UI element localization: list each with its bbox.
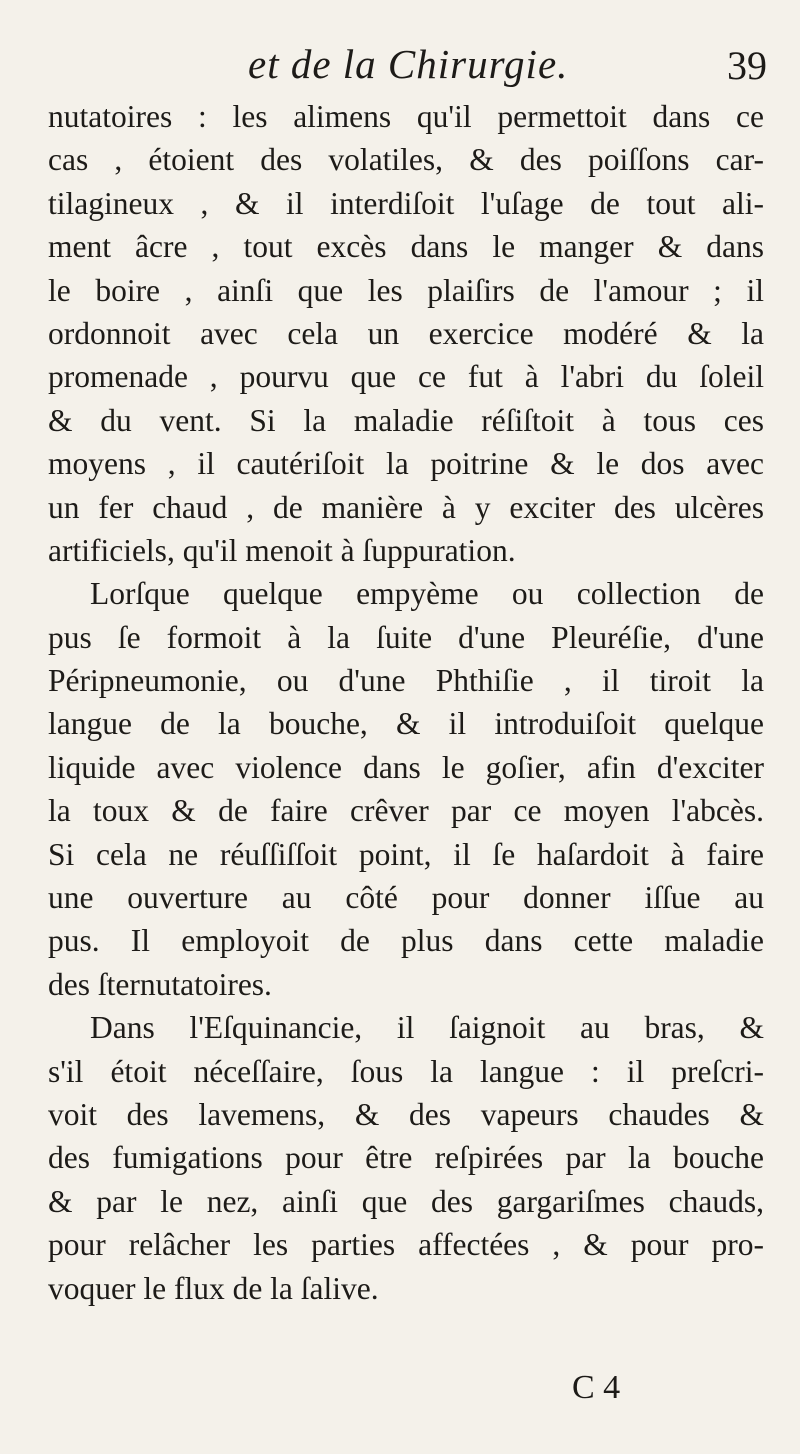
text-line: des fumigations pour être reſpirées par la bouche	[48, 1140, 764, 1176]
text-line: artificiels, qu'il menoit à ſuppuration.	[48, 532, 516, 568]
signature-mark: C 4	[572, 1369, 621, 1406]
text-line: pus ſe formoit à la ſuite d'une Pleuréſie, d'une	[48, 619, 764, 655]
text-line: Lorſque quelque empyème ou collection de	[90, 576, 764, 612]
text-line: nutatoires : les alimens qu'il permettoit dans ce	[48, 99, 764, 134]
text-line: & par le nez, ainſi que des gargariſmes chauds,	[48, 1183, 764, 1219]
text-line: & du vent. Si la maladie réſiſtoit à tous ces	[48, 402, 764, 438]
text-line: moyens , il cautériſoit la poitrine & le dos avec	[48, 446, 764, 482]
text-line: s'il étoit néceſſaire, ſous la langue : il preſcri-	[48, 1053, 764, 1089]
text-line: pus. Il employoit de plus dans cette maladie	[48, 923, 764, 959]
text-line: Si cela ne réuſſiſſoit point, il ſe haſardoit à faire	[48, 836, 764, 872]
text-line: Dans l'Eſquinancie, il ſaignoit au bras, &	[90, 1010, 764, 1046]
text-line: la toux & de faire crêver par ce moyen l'abcès.	[48, 793, 764, 829]
text-line: langue de la bouche, & il introduiſoit quelque	[48, 706, 764, 742]
text-line: liquide avec violence dans le goſier, afin d'exciter	[48, 749, 764, 785]
text-line: tilagineux , & il interdiſoit l'uſage de tout ali-	[48, 185, 764, 221]
text-line: pour relâcher les parties affectées , & pour pro-	[48, 1227, 764, 1263]
running-title: et de la Chirurgie.	[248, 41, 569, 87]
text-line: le boire , ainſi que les plaiſirs de l'amour ; il	[48, 272, 764, 308]
body-text	[48, 95, 764, 1310]
text-line: une ouverture au côté pour donner iſſue au	[48, 880, 764, 916]
text-line: voit des lavemens, & des vapeurs chaudes &	[48, 1096, 764, 1132]
text-line: promenade , pourvu que ce fut à l'abri du ſoleil	[48, 359, 764, 395]
text-line: voquer le flux de la ſalive.	[48, 1270, 379, 1306]
text-line: un fer chaud , de manière à y exciter des ulcères	[48, 489, 764, 525]
text-line: Péripneumonie, ou d'une Phthiſie , il tiroit la	[48, 663, 764, 699]
running-head	[0, 40, 800, 90]
page-number: 39	[727, 43, 767, 88]
text-line: ment âcre , tout excès dans le manger & dans	[48, 229, 764, 265]
text-line: cas , étoient des volatiles, & des poiſſons car-	[48, 142, 764, 178]
text-line: des ſternutatoires.	[48, 966, 272, 1002]
text-line: ordonnoit avec cela un exercice modéré & la	[48, 315, 764, 351]
